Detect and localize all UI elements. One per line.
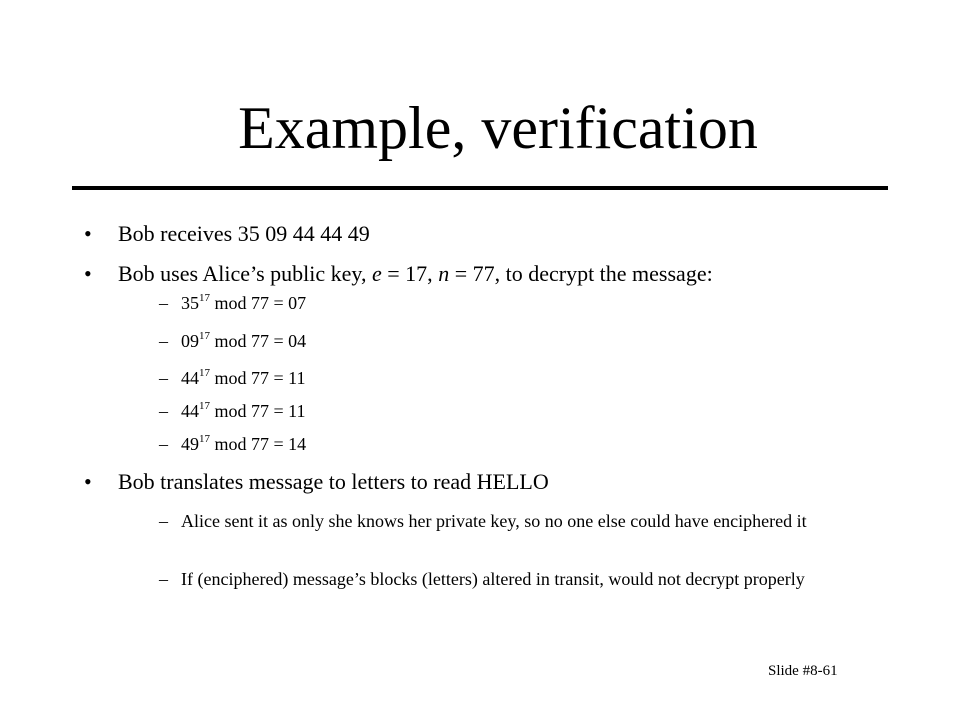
var-e: e (372, 261, 382, 286)
dash-marker: – (159, 293, 168, 313)
exponent: 17 (199, 330, 210, 342)
bullet-text: Bob uses Alice’s public key, e = 17, n = 77, to decrypt the message: (118, 261, 713, 286)
exponent: 17 (199, 292, 210, 304)
dash-marker: – (159, 331, 168, 351)
title-divider (72, 186, 888, 190)
slide-title: Example, verification (238, 95, 758, 161)
bullet-marker: • (84, 469, 92, 494)
var-n: n (438, 261, 450, 286)
dash-marker: – (159, 511, 168, 531)
bullet-marker: • (84, 221, 92, 246)
exponent: 17 (199, 433, 210, 445)
computation-text: $09^{17}$ mod 77 = 04 (181, 330, 307, 351)
dash-marker: – (159, 434, 168, 454)
dash-marker: – (159, 569, 168, 589)
sub-point-text: Alice sent it as only she knows her private key, so no one else could have enciphered it (181, 511, 807, 531)
slide-number: Slide #8-61 (768, 663, 838, 679)
bullet-marker: • (84, 261, 92, 286)
computation-text: $49^{17}$ mod 77 = 14 (181, 433, 307, 454)
computation-text: $44^{17}$ mod 77 = 11 (181, 367, 306, 388)
computation-text: $35^{17}$ mod 77 = 07 (181, 292, 307, 313)
exponent: 17 (199, 367, 210, 379)
sub-point-text: If (enciphered) message’s blocks (letters) altered in transit, would not decrypt properly (181, 569, 805, 589)
exponent: 17 (199, 400, 210, 412)
dash-marker: – (159, 401, 168, 421)
bullet-text: Bob translates message to letters to read HELLO (118, 469, 549, 494)
dash-marker: – (159, 368, 168, 388)
bullet-text: Bob receives 35 09 44 44 49 (118, 221, 370, 246)
computation-text: $44^{17}$ mod 77 = 11 (181, 400, 306, 421)
